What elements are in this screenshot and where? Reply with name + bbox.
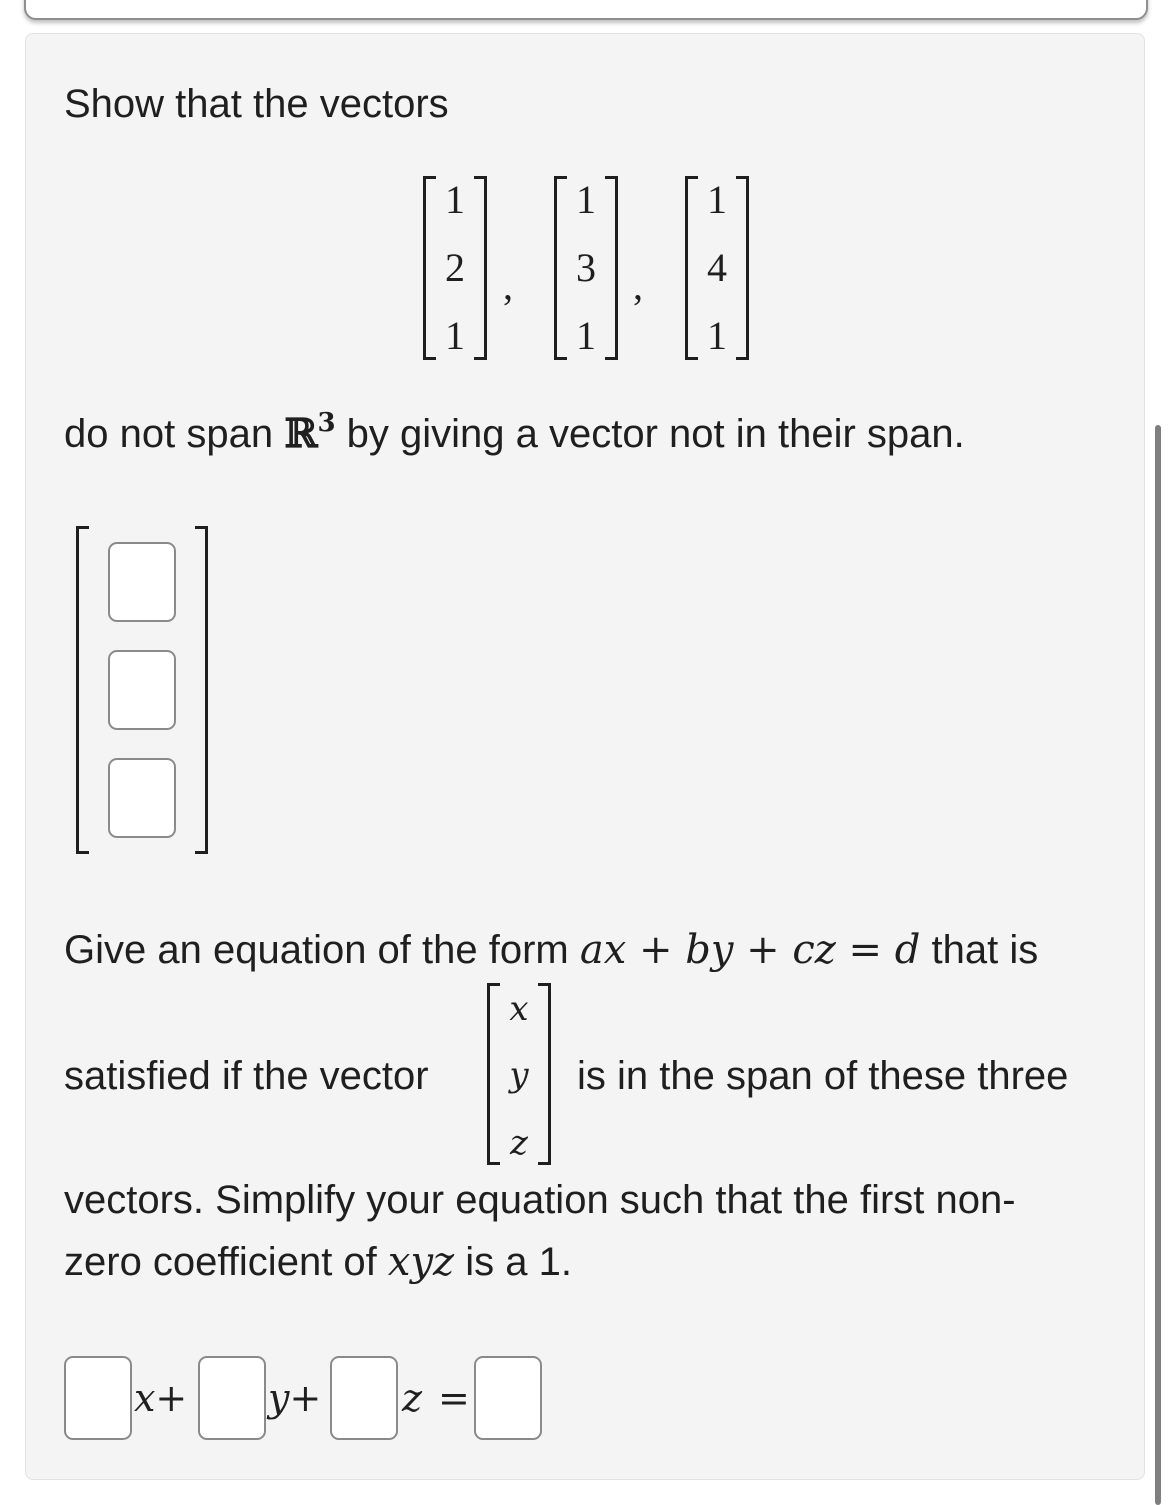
- vector-2-entry-2: 3: [576, 245, 596, 290]
- variable-x: x: [509, 989, 529, 1029]
- simplify-line-2: [64, 1238, 572, 1286]
- equation-instruction: [64, 926, 1038, 974]
- satisfied-text: satisfied if the vector: [64, 1054, 429, 1098]
- vector-2: [554, 176, 618, 360]
- answer-vector-input-1[interactable]: [108, 542, 176, 622]
- variable-z: z: [510, 1123, 528, 1163]
- z-label: z: [402, 1376, 423, 1420]
- y-plus-label: y+: [268, 1376, 322, 1420]
- simplify-vars: xyz: [387, 1239, 455, 1285]
- equation-intro-end: that is: [920, 928, 1039, 972]
- scrollbar[interactable]: [1155, 425, 1161, 1505]
- intro-text: Show that the vectors: [64, 82, 449, 126]
- vector-1-entry-3: 1: [445, 313, 465, 358]
- coefficient-b-input[interactable]: [198, 1356, 266, 1440]
- vector-1-entry-1: 1: [445, 177, 465, 222]
- vector-2-entry-1: 1: [576, 177, 596, 222]
- simplify-line-1: vectors. Simplify your equation such that the first non-: [64, 1178, 1016, 1222]
- variable-vector: [487, 983, 551, 1165]
- span-exponent: 3: [317, 408, 336, 438]
- vector-3-entry-3: 1: [707, 313, 727, 358]
- simplify-line-2-end: is a 1.: [454, 1240, 572, 1284]
- real-numbers-symbol: ℝ: [284, 410, 318, 457]
- vector-separator-2: ,: [633, 263, 643, 308]
- coefficient-c-input[interactable]: [330, 1356, 398, 1440]
- simplify-line-2-start: zero coefficient of: [64, 1240, 388, 1284]
- equation-intro: Give an equation of the form: [64, 928, 580, 972]
- answer-vector-input-3[interactable]: [108, 758, 176, 838]
- equals-sign: =: [438, 1376, 470, 1420]
- constant-d-input[interactable]: [474, 1356, 542, 1440]
- vector-3: [685, 176, 749, 360]
- variable-y: y: [509, 1055, 529, 1095]
- vector-3-entry-2: 4: [707, 245, 727, 290]
- span-text: is in the span of these three: [577, 1054, 1069, 1098]
- span-after: by giving a vector not in their span.: [335, 412, 965, 456]
- vector-2-entry-3: 1: [576, 313, 596, 358]
- x-plus-label: x+: [134, 1376, 188, 1420]
- vector-1-entry-2: 2: [445, 245, 465, 290]
- coefficient-a-input[interactable]: [64, 1356, 132, 1440]
- vector-1: [423, 176, 487, 360]
- equation-form: ax + by + cz = d: [579, 927, 921, 973]
- previous-card: [24, 0, 1148, 20]
- vector-separator-1: ,: [503, 263, 513, 308]
- answer-vector-input-2[interactable]: [108, 650, 176, 730]
- span-statement: [64, 410, 965, 458]
- vector-3-entry-1: 1: [707, 177, 727, 222]
- span-before: do not span: [64, 412, 285, 456]
